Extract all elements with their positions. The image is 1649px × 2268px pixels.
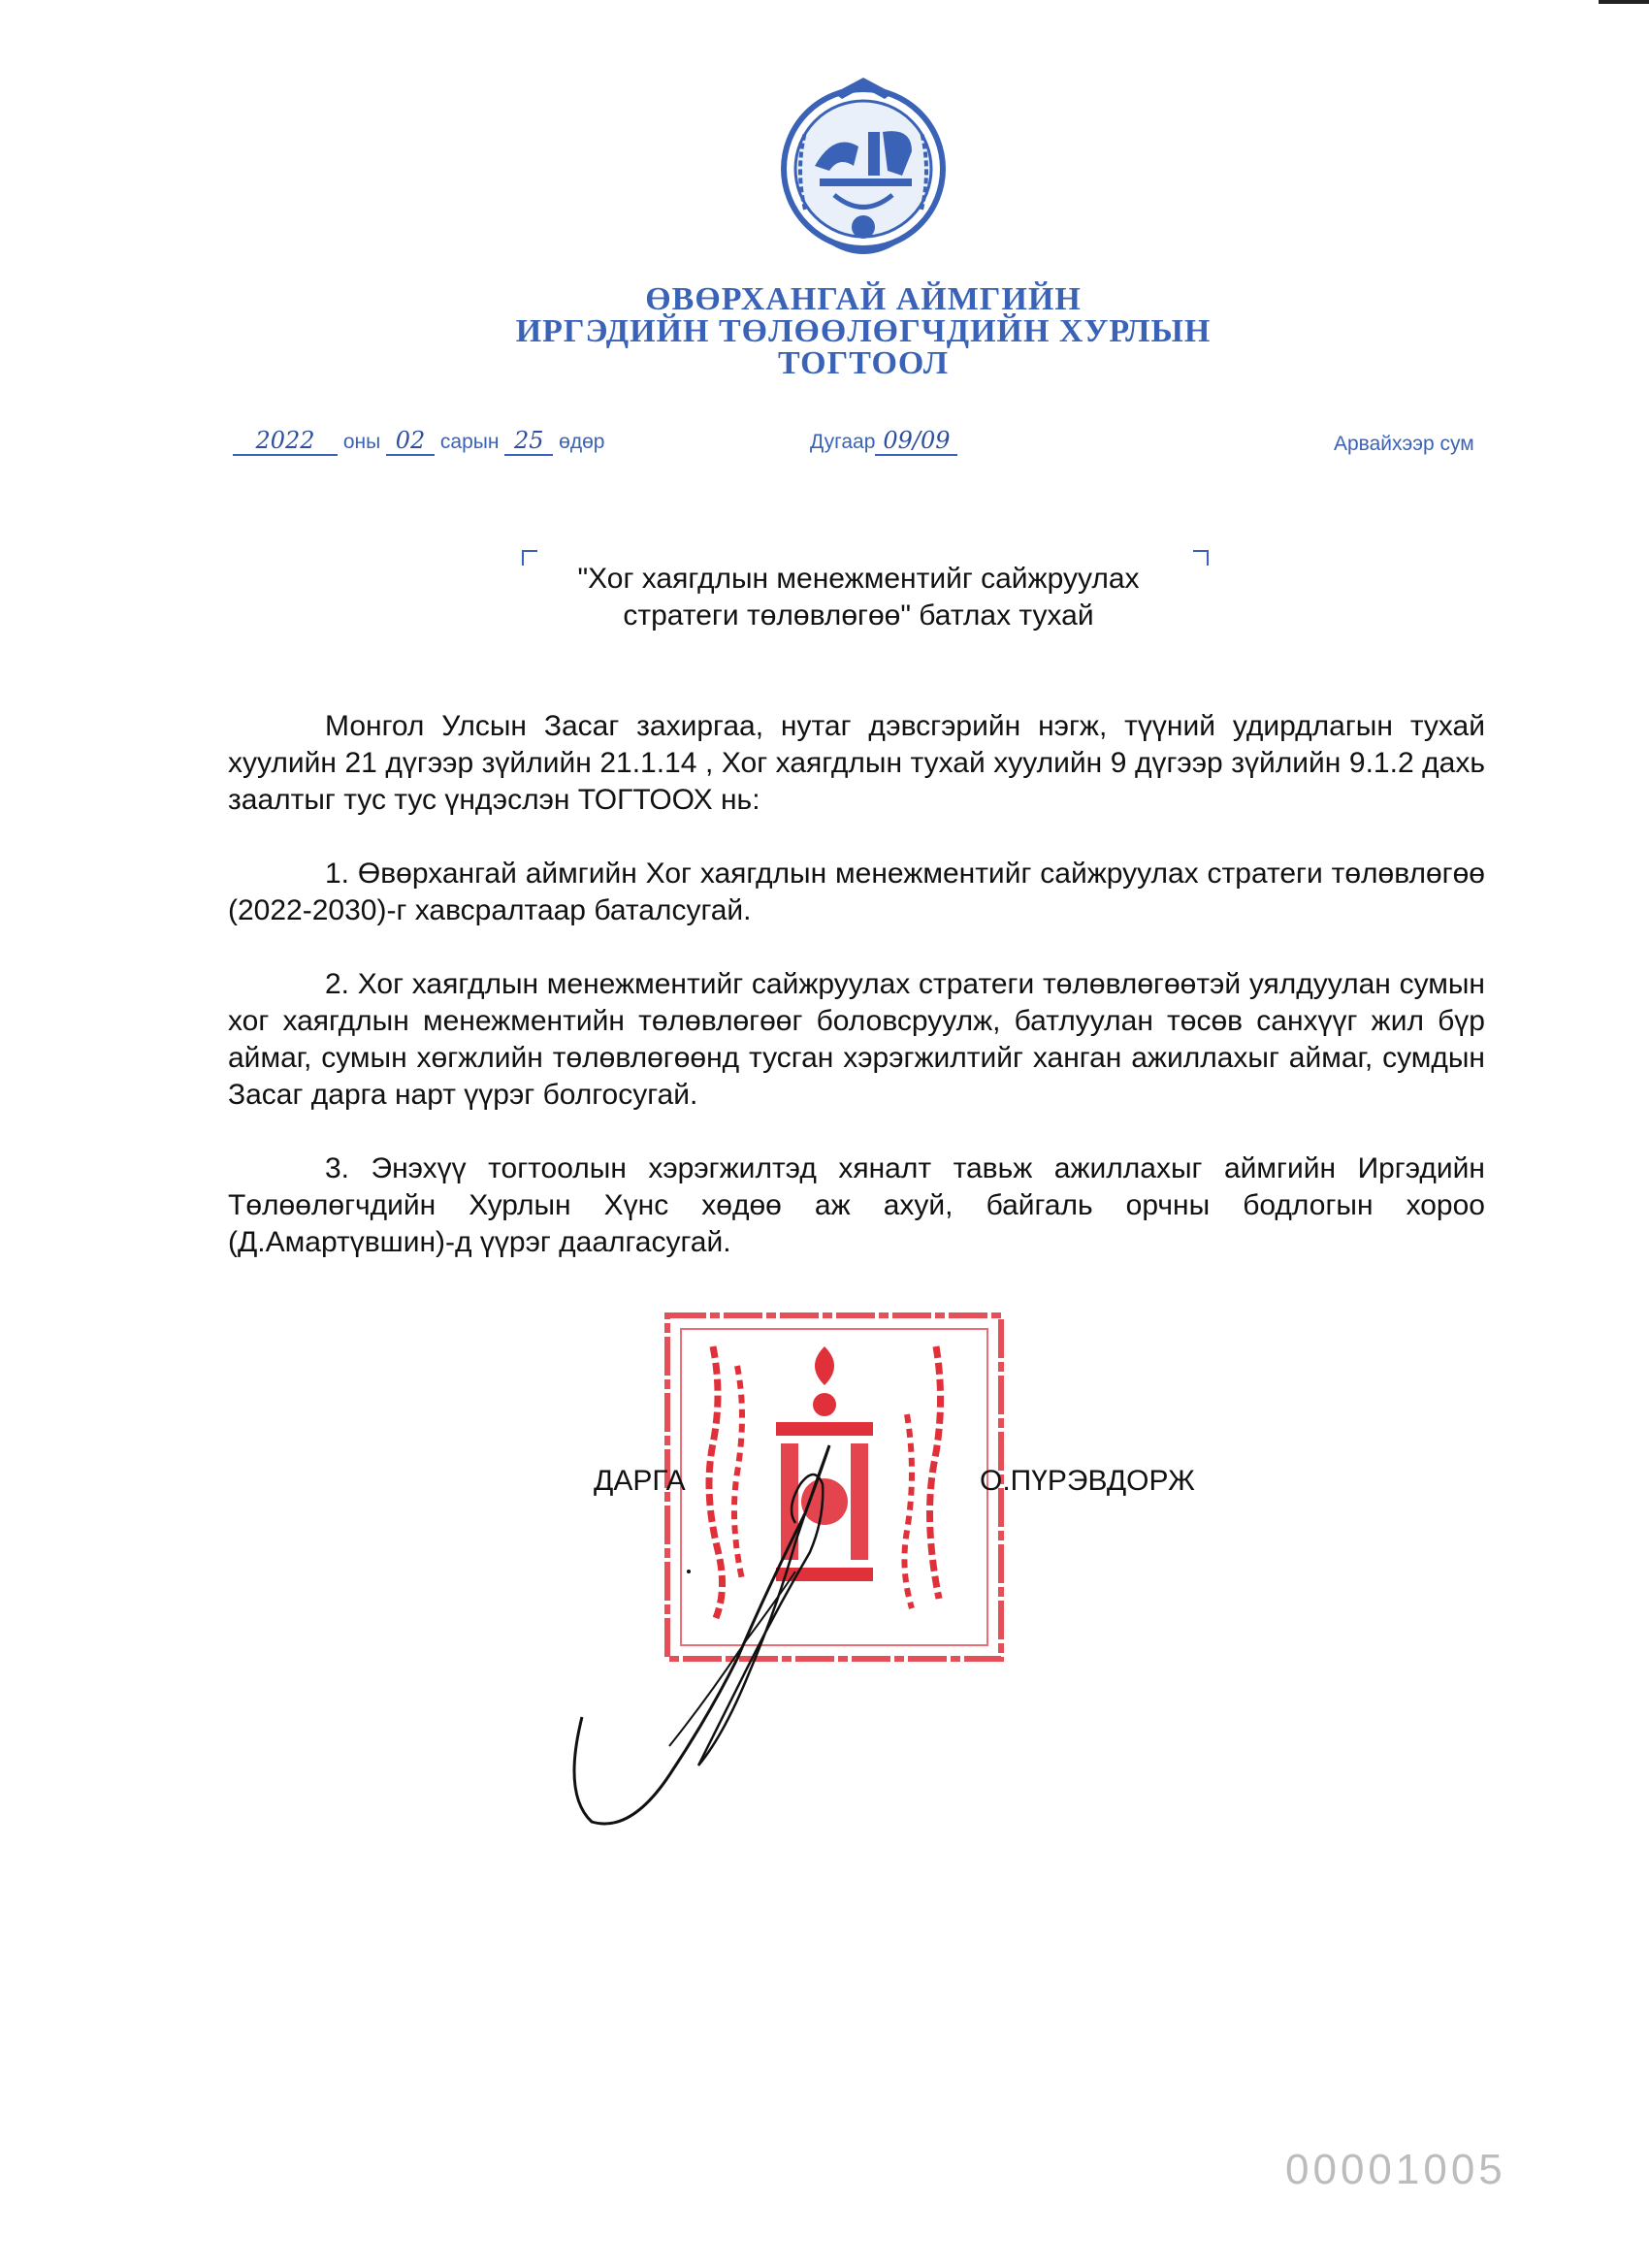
document-number xyxy=(810,427,957,456)
date-year: 2022 xyxy=(233,427,338,456)
signatory-name: О.ПҮРЭВДОРЖ xyxy=(980,1465,1195,1497)
number-label: Дугаар xyxy=(810,431,876,453)
document-type: ТОГТООЛ xyxy=(777,345,950,381)
location: Арвайхээр сум xyxy=(1334,433,1474,455)
resolution-item-3: 3. Энэхүү тогтоолын хэрэгжилтэд хяналт тавьж ажиллахыг аймгийн Иргэдийн Төлөөлөгчдийн Хурлын Хүнс хөдөө аж ахуй, байгаль орчны бодлогын хороо (Д.Амартүвшин)-д үүрэг даалгасугай. xyxy=(228,1152,1485,1258)
page-code: 00001005 xyxy=(1285,2146,1506,2193)
title-line2: стратеги төлөвлөгөө" батлах тухай xyxy=(623,599,1094,632)
title-line1: "Хог хаягдлын менежментийг сайжруулах xyxy=(577,563,1140,595)
preamble-paragraph: Монгол Улсын Засаг захиргаа, нутаг дэвсгэрийн нэгж, түүний удирдлагын тухай хуулийн 21 дүгээр зүйлийн 21.1.14 , Хог хаягдлын тухай хуулийн 9 дүгээр зүйлийн 9.1.2 дахь заалтыг тус тус үндэслэн ТОГТООХ нь: xyxy=(228,710,1485,816)
document-body xyxy=(228,708,1485,1261)
scan-edge-mark xyxy=(1599,0,1649,4)
handwritten-signature xyxy=(553,1426,883,1833)
number-value: 09/09 xyxy=(875,427,957,456)
date-year-suffix: оны xyxy=(342,431,381,453)
date-line xyxy=(233,427,604,456)
document-title xyxy=(524,561,1193,634)
date-month-suffix: сарын xyxy=(439,431,500,453)
resolution-item-1: 1. Өвөрхангай аймгийн Хог хаягдлын менежментийг сайжруулах стратеги төлөвлөгөө (2022-2030)-г хавсралтаар баталсугай. xyxy=(228,858,1485,926)
signatory-position: ДАРГА xyxy=(594,1465,686,1497)
state-emblem-icon xyxy=(776,74,951,263)
org-name-line1: ӨВӨРХАНГАЙ АЙМГИЙН xyxy=(645,281,1082,317)
resolution-item-2: 2. Хог хаягдлын менежментийг сайжруулах стратеги төлөвлөгөөтэй уялдуулан сумын хог хаягдлын менежментийн төлөвлөгөөг боловсруулж, батлуулан төсөв санхүүг жил бүр аймаг, сумын хөгжлийн төлөвлөгөөнд тусган хэрэгжилтийг ханган ажиллахыг аймаг, сумдын Засаг дарга нарт үүрэг болгосугай. xyxy=(228,968,1485,1111)
date-month: 02 xyxy=(386,427,435,456)
title-corner-right xyxy=(1193,550,1209,566)
date-day: 25 xyxy=(504,427,553,456)
org-name-line2: ИРГЭДИЙН ТӨЛӨӨЛӨГЧДИЙН ХУРЛЫН xyxy=(515,313,1212,349)
date-day-suffix: өдөр xyxy=(559,431,605,453)
